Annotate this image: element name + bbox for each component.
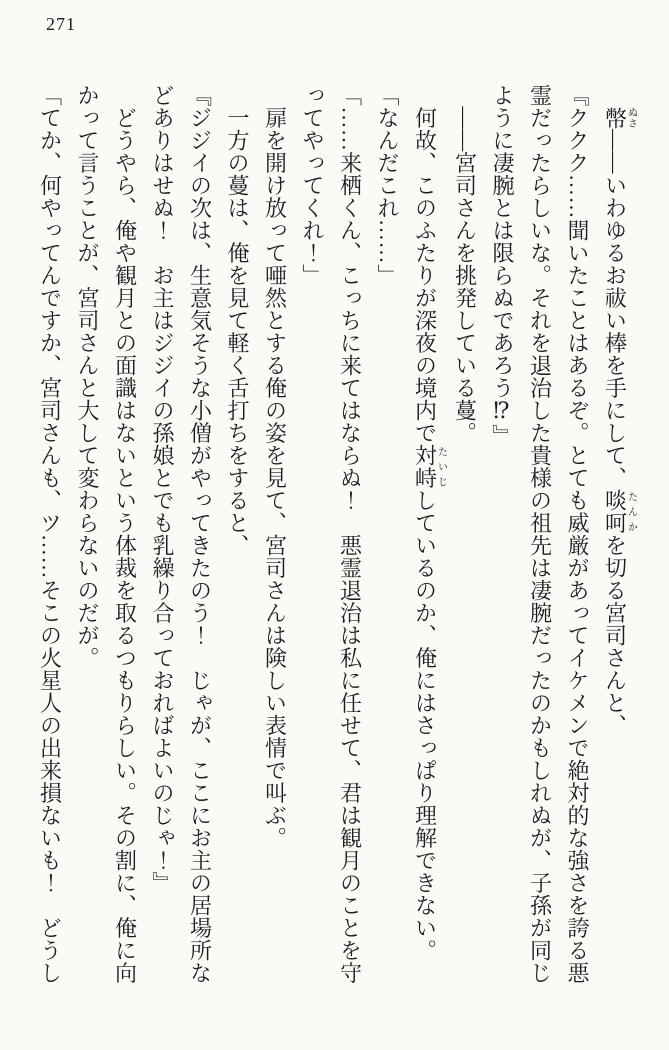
- ruby-annotated-word: 啖呵たんか: [602, 489, 637, 534]
- paragraph: 「てか、何やってんですか、宮司さんも、ツ……そこの火星人の出来損ないも！ どうし: [37, 84, 63, 984]
- paragraph: 幣ぬさ――いわゆるお祓い棒を手にして、啖呵たんかを切る宮司さんと、: [602, 106, 637, 737]
- paragraph: 「……来栖くん、こっちに来てはならぬ！ 悪霊退治は私に任せて、君は観月のことを守ってやってくれ！」: [300, 84, 363, 984]
- novel-text-block: [31, 84, 636, 990]
- paragraph: 『ジジイの次は、生意気そうな小僧がやってきたのう！ じゃが、ここにお主の居場所などありはせぬ！ お主はジジイの孫娘とでも乳繰り合っておればよいのじゃ！』: [150, 84, 213, 984]
- paragraph: 何故、このふたりが深夜の境内で対峙たいじしているのか、俺にはさっぱり理解できない。: [412, 84, 447, 962]
- paragraph: どうやら、俺や観月との面識はないという体裁を取るつもりらしい。その割に、俺に向かって言うことが、宮司さんと大して変わらないのだが。: [75, 84, 138, 984]
- paragraph: 『ククク……聞いたことはあるぞ。とても威厳があってイケメンで絶対的な強さを誇る悪霊だったらしいな。それを退治した貴様の祖先は凄腕だったのかもしれぬが、子孫が同じように凄腕とは限らぬであろう⁉』: [490, 84, 590, 984]
- paragraph: 「なんだこれ……」: [375, 84, 400, 287]
- paragraph: ――宮司さんを挑発している蔓。: [452, 84, 478, 444]
- paragraph: 一方の蔓は、俺を見て軽く舌打ちをすると、: [225, 84, 250, 557]
- page-number: 271: [46, 14, 76, 34]
- ruby-annotated-word: 幣ぬさ: [602, 106, 637, 129]
- ruby-annotated-word: 対峙たいじ: [412, 444, 447, 489]
- paragraph: 扉を開け放って唖然とする俺の姿を見て、宮司さんは険しい表情で叫ぶ。: [262, 84, 288, 849]
